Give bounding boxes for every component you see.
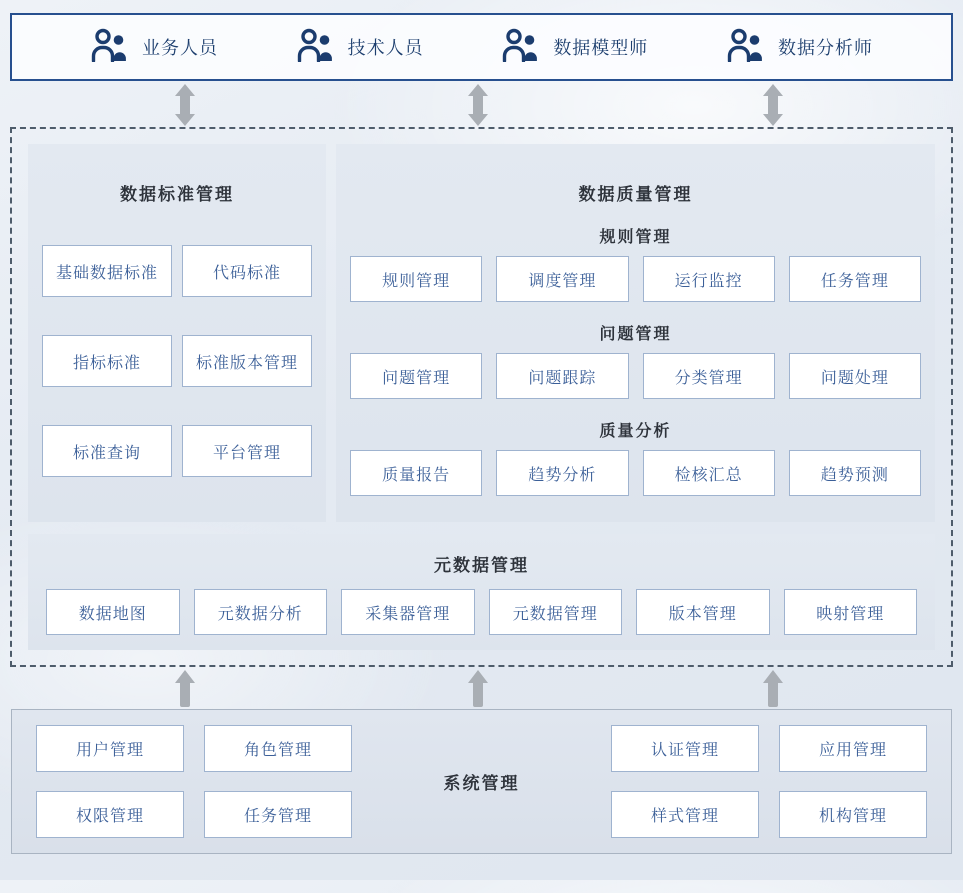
module-box: 标准版本管理 bbox=[182, 335, 312, 387]
panel-system-management bbox=[11, 709, 952, 854]
module-box: 采集器管理 bbox=[341, 589, 475, 635]
role-label: 数据模型师 bbox=[553, 38, 649, 58]
module-box: 平台管理 bbox=[182, 425, 312, 477]
panel-data-standard-management bbox=[28, 144, 326, 522]
double-arrow-icon bbox=[467, 84, 489, 131]
role-item-data-modeler bbox=[501, 28, 648, 67]
module-box: 映射管理 bbox=[784, 589, 918, 635]
roles-bar bbox=[10, 13, 953, 81]
module-box: 任务管理 bbox=[789, 256, 921, 302]
section-title: 规则管理 bbox=[599, 229, 672, 246]
panel-title: 数据标准管理 bbox=[120, 185, 234, 204]
data-platform-container bbox=[10, 127, 953, 667]
module-box: 问题管理 bbox=[350, 353, 482, 399]
module-box: 代码标准 bbox=[182, 245, 312, 297]
module-box: 机构管理 bbox=[779, 791, 927, 838]
module-box: 标准查询 bbox=[42, 425, 172, 477]
standard-modules-grid bbox=[42, 245, 312, 477]
module-box: 版本管理 bbox=[636, 589, 770, 635]
up-arrow-icon bbox=[467, 670, 489, 712]
bottom-arrows-row bbox=[0, 667, 963, 709]
module-box: 应用管理 bbox=[779, 725, 927, 772]
quality-section-row bbox=[350, 353, 921, 399]
module-box: 运行监控 bbox=[643, 256, 775, 302]
role-item-data-analyst bbox=[726, 28, 873, 67]
module-box: 趋势分析 bbox=[496, 450, 628, 496]
quality-section-row bbox=[350, 450, 921, 496]
quality-section-row bbox=[350, 256, 921, 302]
module-box: 样式管理 bbox=[611, 791, 759, 838]
module-box: 权限管理 bbox=[36, 791, 184, 838]
role-item-technical bbox=[296, 28, 424, 67]
system-right-modules bbox=[611, 725, 927, 838]
module-box: 规则管理 bbox=[350, 256, 482, 302]
module-box: 基础数据标准 bbox=[42, 245, 172, 297]
panel-title: 数据质量管理 bbox=[578, 185, 693, 204]
users-icon bbox=[726, 28, 764, 67]
section-title: 质量分析 bbox=[599, 423, 672, 440]
module-box: 调度管理 bbox=[496, 256, 628, 302]
module-box: 认证管理 bbox=[611, 725, 759, 772]
system-left-modules bbox=[36, 725, 352, 838]
role-item-business bbox=[90, 28, 218, 67]
module-box: 分类管理 bbox=[643, 353, 775, 399]
module-box: 指标标准 bbox=[42, 335, 172, 387]
up-arrow-icon bbox=[174, 670, 196, 712]
up-arrow-icon bbox=[762, 670, 784, 712]
users-icon bbox=[90, 28, 128, 67]
users-icon bbox=[501, 28, 539, 67]
module-box: 趋势预测 bbox=[789, 450, 921, 496]
role-label: 技术人员 bbox=[347, 38, 424, 58]
module-box: 问题跟踪 bbox=[496, 353, 628, 399]
panel-metadata-management bbox=[28, 534, 935, 650]
double-arrow-icon bbox=[762, 84, 784, 131]
section-title: 问题管理 bbox=[599, 326, 672, 343]
panel-title: 系统管理 bbox=[443, 774, 520, 793]
module-box: 问题处理 bbox=[789, 353, 921, 399]
module-box: 检核汇总 bbox=[643, 450, 775, 496]
top-arrows-row bbox=[0, 81, 963, 127]
module-box: 角色管理 bbox=[204, 725, 352, 772]
module-box: 元数据分析 bbox=[194, 589, 328, 635]
users-icon bbox=[296, 28, 334, 67]
module-box: 质量报告 bbox=[350, 450, 482, 496]
double-arrow-icon bbox=[174, 84, 196, 131]
module-box: 用户管理 bbox=[36, 725, 184, 772]
role-label: 数据分析师 bbox=[777, 38, 873, 58]
metadata-modules-row bbox=[46, 589, 917, 635]
panel-data-quality-management bbox=[336, 144, 935, 522]
module-box: 元数据管理 bbox=[489, 589, 623, 635]
module-box: 数据地图 bbox=[46, 589, 180, 635]
role-label: 业务人员 bbox=[142, 38, 218, 58]
module-box: 任务管理 bbox=[204, 791, 352, 838]
panel-title: 元数据管理 bbox=[434, 556, 529, 575]
